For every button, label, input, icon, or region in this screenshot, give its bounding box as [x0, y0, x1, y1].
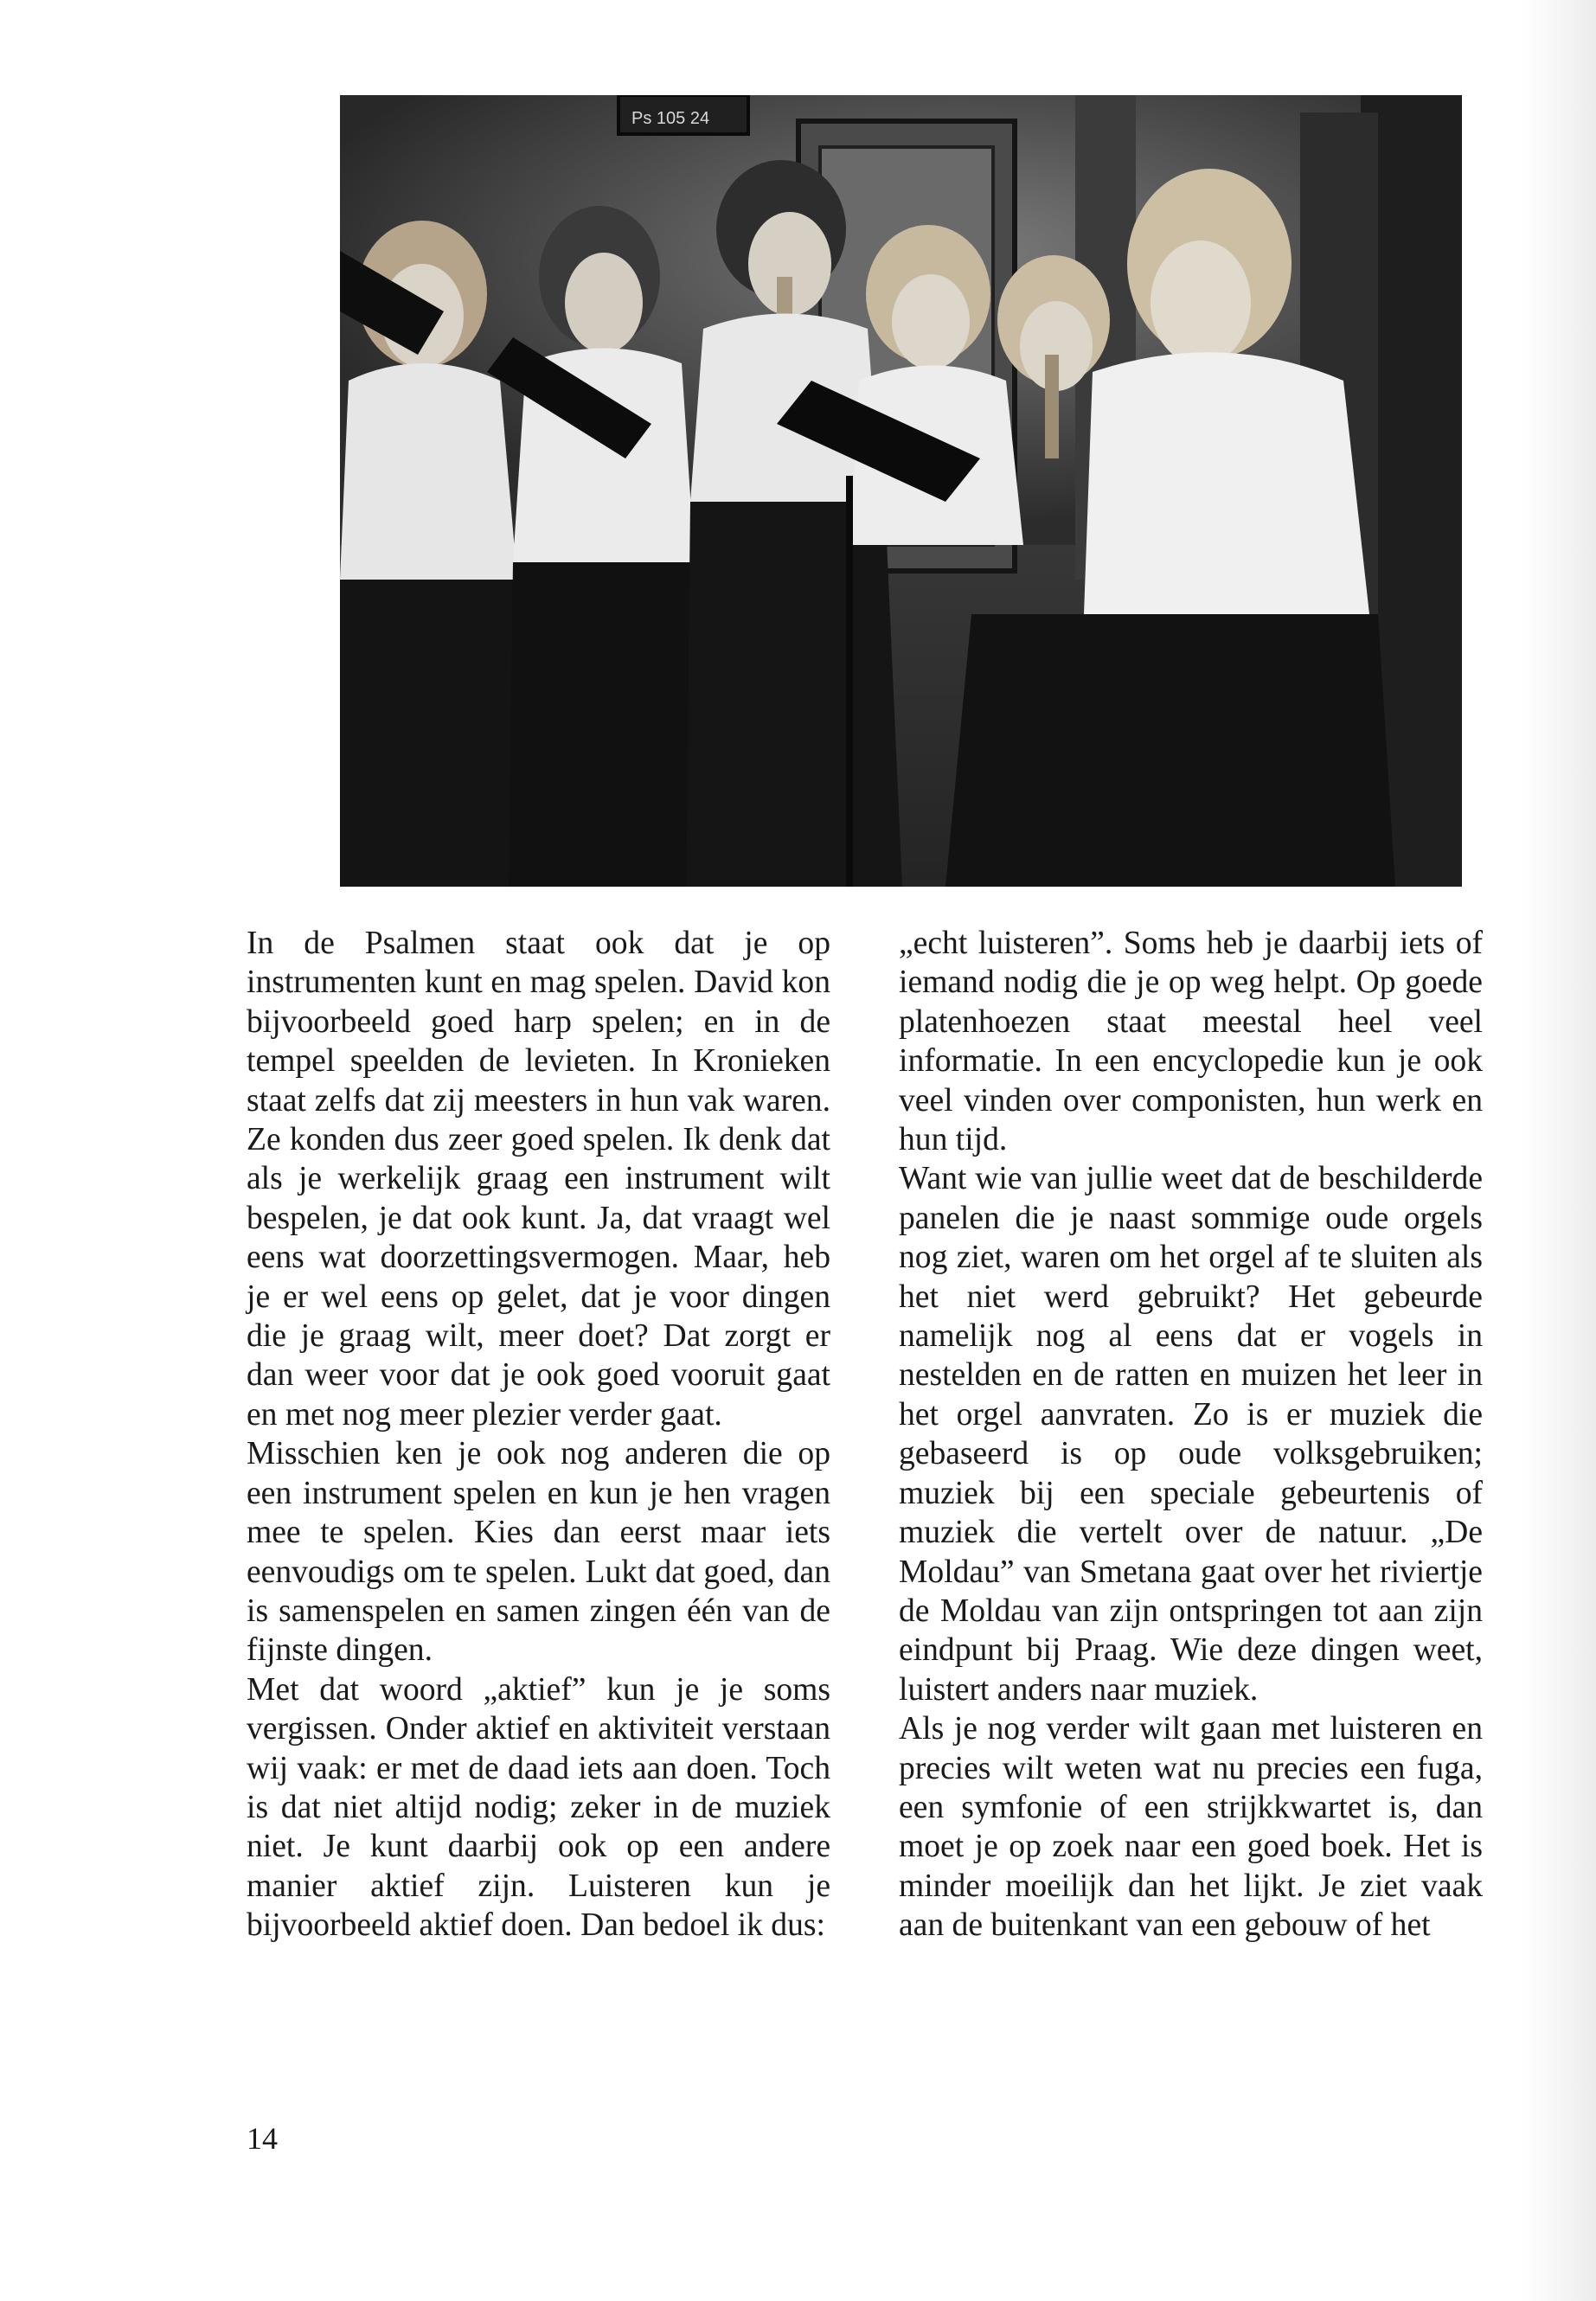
hymn-board-text: Ps 105 24 [631, 109, 710, 128]
paragraph: „echt luisteren”. Soms heb je daarbij iets of iemand nodig die je op weg helpt. Op goede platenhoezen staat meestal heel veel informatie. In een encyclopedie kun je ook veel vinden over componisten, hun werk en hun tijd. [899, 926, 1483, 1158]
paragraph: Met dat woord „aktief” kun je je soms vergissen. Onder aktief en aktiviteit verstaan wij vaak: er met de daad iets aan doen. Toch is dat niet altijd nodig; zeker in de muziek niet. Je kunt daarbij ook op een andere manier aktief zijn. Luisteren kun je bijvoorbeeld aktief doen. Dan bedoel ik dus: [247, 1671, 830, 1944]
text-column-left [247, 924, 830, 1945]
paragraph: Misschien ken je ook nog anderen die op een instrument spelen en kun je hen vragen mee te spelen. Kies dan eerst maar iets eenvoudigs om te spelen. Lukt dat goed, dan is samenspelen en samen zingen één van de fijnste dingen. [247, 1436, 830, 1669]
paragraph: Want wie van jullie weet dat de beschilderde panelen die je naast sommige oude orgels nog ziet, waren om het orgel af te sluiten als het niet werd gebruikt? Het gebeurde namelijk nog al eens dat er vogels in nestelden en de ratten en muizen het leer in het orgel aanvraten. Zo is er muziek die gebaseerd is op oude volksgebruiken; muziek bij een speciale gebeurtenis of muziek die vertelt over de natuur. „De Moldau” van Smetana gaat over het riviertje de Moldau van zijn ontspringen tot aan zijn eindpunt bij Praag. Wie deze dingen weet, luistert anders naar muziek. [899, 1161, 1483, 1708]
page-number: 14 [247, 2121, 278, 2156]
photo-recorder-ensemble-icon [340, 95, 1462, 887]
text-column-right [899, 924, 1483, 1945]
paragraph: Als je nog verder wilt gaan met luisteren en precies wilt weten wat nu precies een fuga, een symfonie of een strijkkwartet is, dan moet je op zoek naar een goed boek. Het is minder moeilijk dan het lijkt. Je ziet vaak aan de buitenkant van een gebouw of het [899, 1711, 1483, 1944]
recorder-ensemble-photo [340, 95, 1462, 887]
page-edge-shadow [1522, 0, 1596, 2301]
paragraph: In de Psalmen staat ook dat je op instrumenten kunt en mag spelen. David kon bijvoorbeeld goed harp spelen; en in de tempel speelden de levieten. In Kronieken staat zelfs dat zij meesters in hun vak waren. Ze konden dus zeer goed spelen. Ik denk dat als je werkelijk graag een instrument wilt bespelen, je dat ook kunt. Ja, dat vraagt wel eens wat doorzettingsvermogen. Maar, heb je er wel eens op gelet, dat je voor dingen die je graag wilt, meer doet? Dat zorgt er dan weer voor dat je ook goed vooruit gaat en met nog meer plezier verder gaat. [247, 926, 830, 1433]
